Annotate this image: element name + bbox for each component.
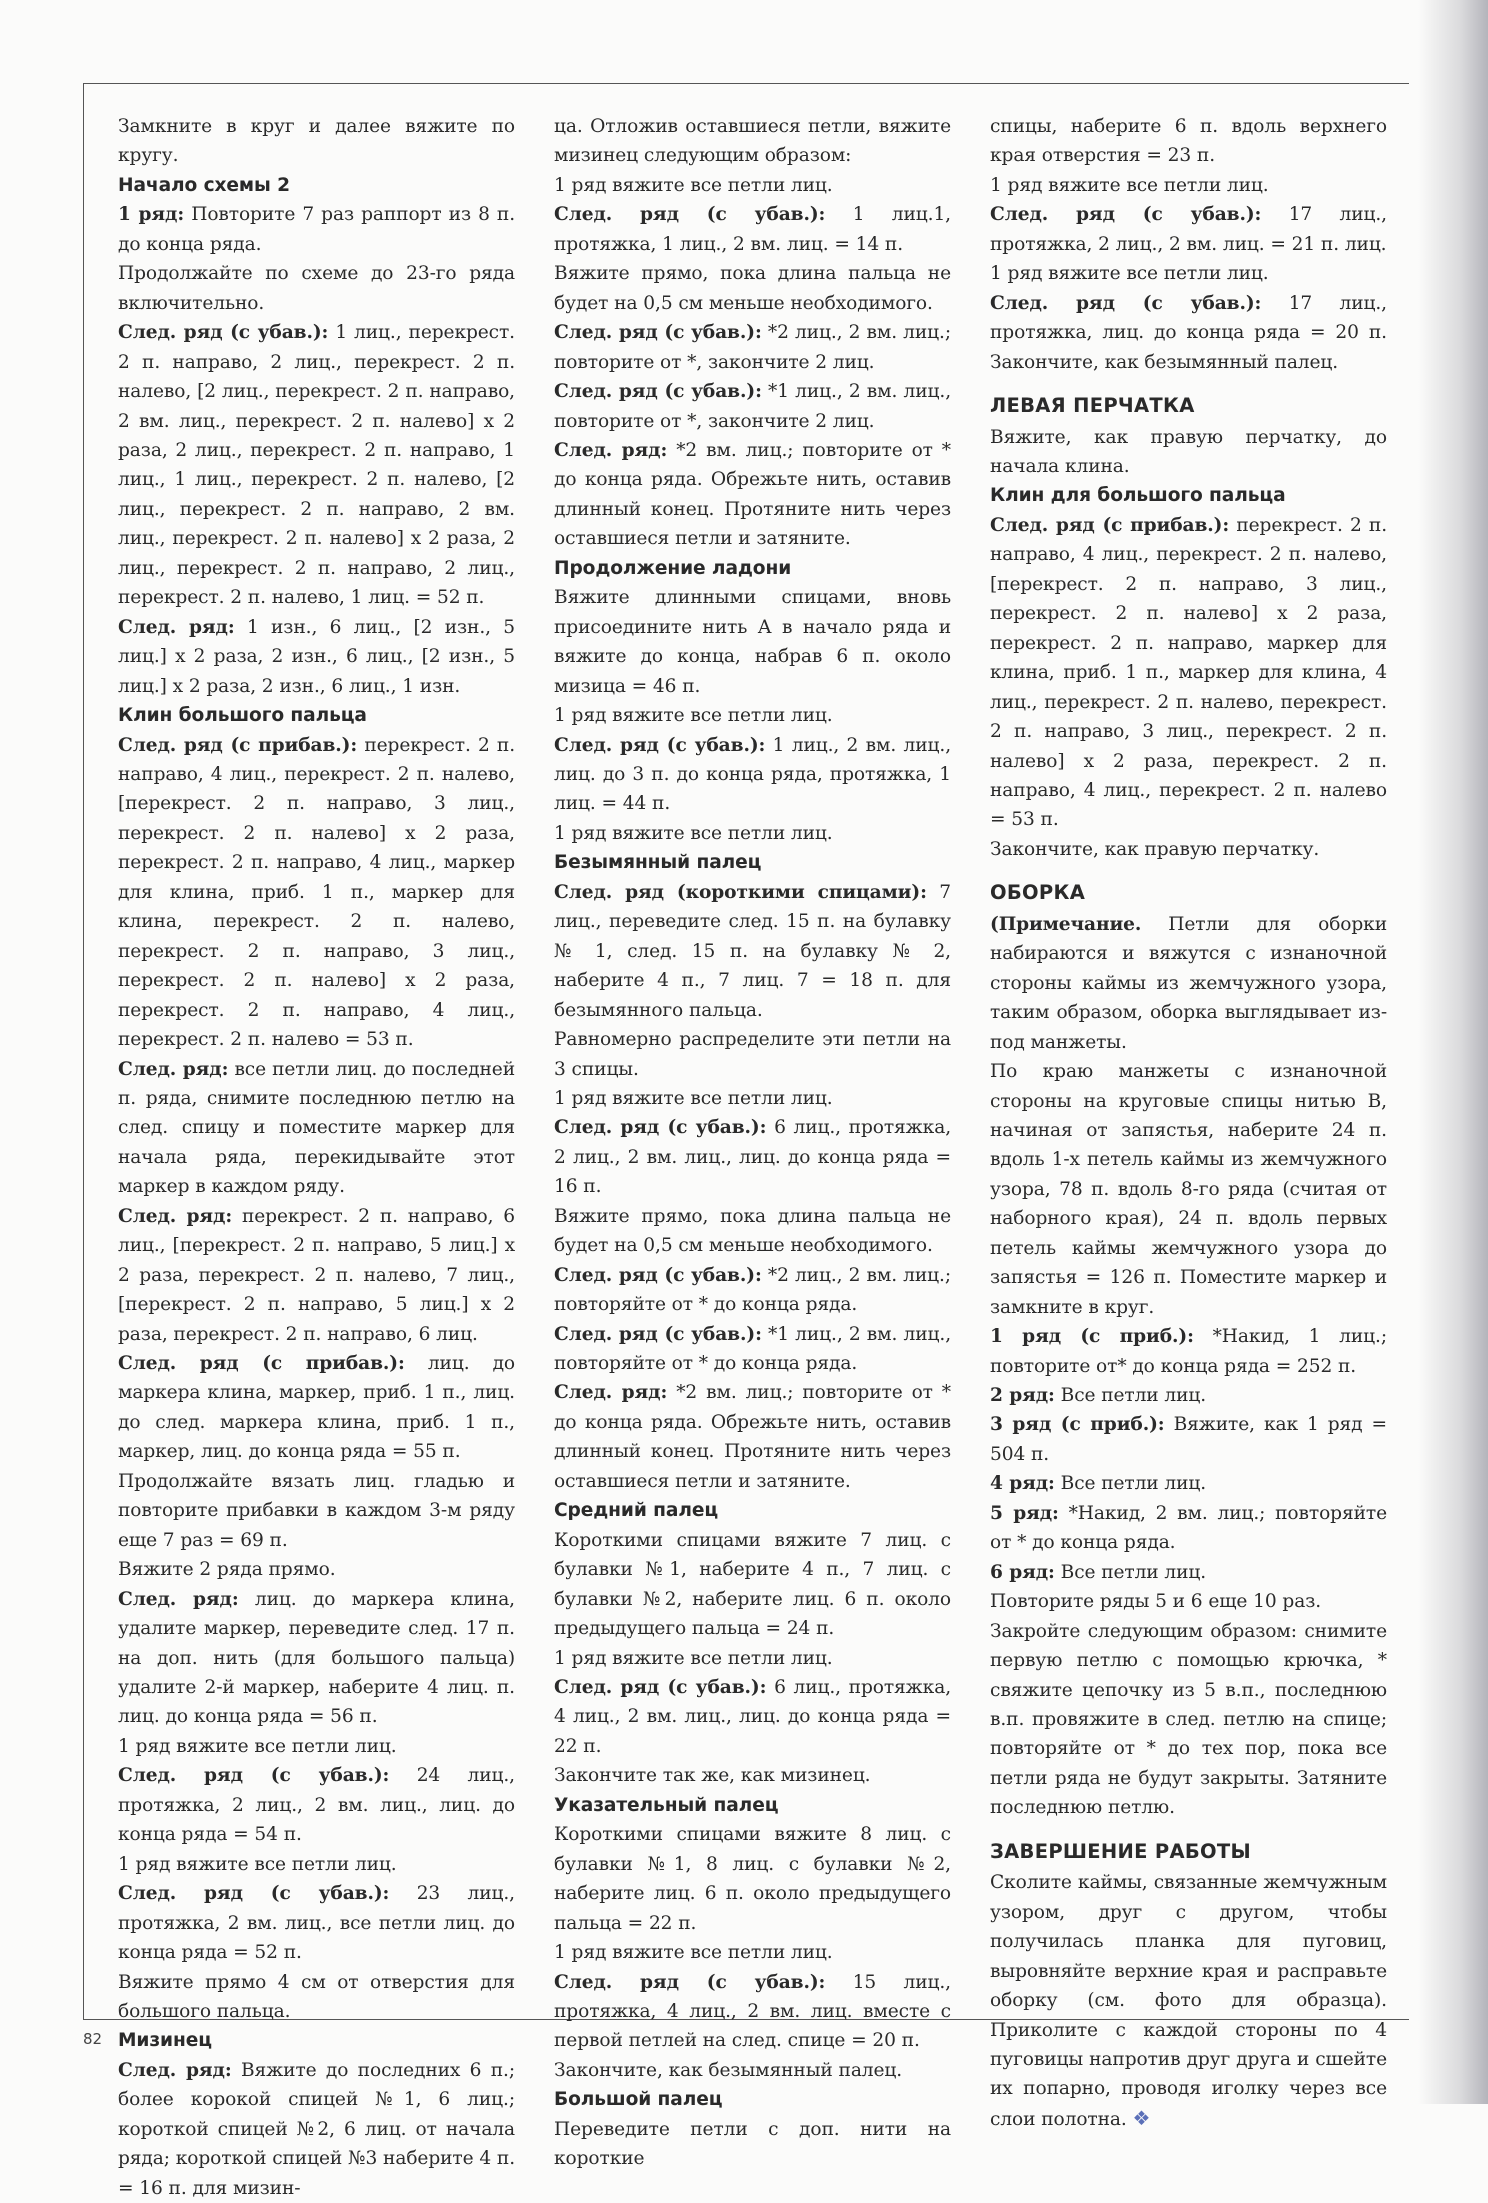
paragraph (118, 731, 515, 1055)
paragraph-text: Закройте следующим образом: снимите первую петлю с помощью крючка, * свяжите цепочку из 5 в.п., последнюю в.п. провяжите в след. петлю на спице; повторяйте от * до тех пор, пока все петли ряда не будут закрыты. Затяните последнюю петлю. (990, 1620, 1387, 1819)
page-number: 82 (83, 2030, 103, 2048)
paragraph (118, 1850, 515, 1879)
paragraph (554, 1084, 951, 1113)
row-label: След. ряд (с убав.): (554, 1971, 826, 1993)
row-label: След. ряд (с убав.): (118, 322, 329, 344)
paragraph (990, 1381, 1387, 1410)
row-label: След. ряд (с убав.): (990, 204, 1262, 226)
paragraph (990, 1587, 1387, 1616)
paragraph-text: Вяжите до последних 6 п.; более корокой спицей №1, 6 лиц.; короткой спицей №2, 6 лиц. от начала ряда; короткой спицей №3 наберите 4 п. = 16 п. для мизин- (118, 2059, 516, 2199)
paragraph (554, 878, 951, 1025)
paragraph-text: спицы, наберите 6 п. вдоль верхнего края отверстия = 23 п. (990, 116, 1387, 167)
row-label: След. ряд: (118, 616, 235, 638)
paragraph-text: *2 вм. лиц.; повторите от * до конца ряда. Обрежьте нить, оставив длинный конец. Протяните нить через оставшиеся петли и затяните. (554, 1382, 952, 1492)
paragraph-text: перекрест. 2 п. направо, 6 лиц., [перекрест. 2 п. направо, 5 лиц.] х 2 раза, перекрест. 2 п. налево, 7 лиц., [перекрест. 2 п. направо, 5 лиц.] х 2 раза, перекрест. 2 п. направо, 6 лиц. (118, 1205, 515, 1345)
paragraph-text: перекрест. 2 п. направо, 4 лиц., перекрест. 2 п. налево, [перекрест. 2 п. направо, 3 лиц., перекрест. 2 п. налево] х 2 раза, перекрест. 2 п. направо, 4 лиц., маркер для клина, приб. 1 п., маркер для клина, перекрест. 2 п. налево, перекрест. 2 п. направо, 3 лиц., перекрест. 2 п. налево] х 2 раза, перекрест. 2 п. направо, 4 лиц., перекрест. 2 п. налево = 53 п. (118, 734, 516, 1051)
row-label: 5 ряд: (990, 1502, 1059, 1524)
paragraph-text: *2 лиц., 2 вм. лиц.; повторяйте от * до конца ряда. (554, 1264, 952, 1316)
row-label: След. ряд (с прибав.): (118, 1353, 405, 1375)
paragraph-text: 6 лиц., протяжка, 2 лиц., 2 вм. лиц., лиц. до конца ряда = 16 п. (554, 1117, 951, 1198)
subsection-heading: Безымянный палец (554, 852, 762, 874)
text-column-2 (554, 112, 951, 2174)
text-column-3 (990, 112, 1387, 2134)
paragraph (554, 1113, 951, 1201)
subsection-heading: Средний палец (554, 1500, 719, 1522)
end-of-article-icon: ❖ (1132, 2105, 1151, 2130)
paragraph (554, 1025, 951, 1084)
paragraph (990, 200, 1387, 259)
paragraph-text: Закончите так же, как мизинец. (554, 1765, 871, 1787)
paragraph (990, 835, 1387, 864)
row-label: След. ряд (с убав.): (554, 1264, 762, 1286)
row-label: След. ряд (с прибав.): (990, 514, 1230, 536)
row-label: След. ряд (с убав.): (118, 1883, 390, 1905)
paragraph (118, 1968, 515, 2027)
scan-shadow (1418, 0, 1488, 2104)
paragraph (118, 2056, 515, 2203)
paragraph-text: Повторите ряды 5 и 6 еще 10 раз. (990, 1591, 1322, 1613)
paragraph-text: лиц. до маркера клина, удалите маркер, переведите след. 17 п. на доп. нить (для большого пальца) удалите 2-й маркер, наберите 4 лиц. п. лиц. до конца ряда = 56 п. (118, 1588, 515, 1728)
paragraph-text: *1 лиц., 2 вм. лиц., повторяйте от * до конца ряда. (554, 1323, 951, 1375)
paragraph-text: Вяжите прямо, пока длина пальца не будет на 0,5 см меньше необходимого. (554, 1205, 951, 1257)
paragraph (118, 200, 515, 259)
paragraph (554, 1761, 951, 1790)
section-heading: ЛЕВАЯ ПЕРЧАТКА (990, 394, 1195, 418)
paragraph-text: Петли для оборки набираются и вяжутся с изнаночной стороны каймы из жемчужного узора, таким образом, оборка выглядывает из-под манжеты. (990, 913, 1387, 1053)
subsection-heading: Мизинец (118, 2030, 212, 2052)
subsection-heading: Указательный палец (554, 1794, 779, 1816)
paragraph (990, 289, 1387, 377)
paragraph-text: Замкните в круг и далее вяжите по кругу. (118, 116, 515, 167)
row-label: След. ряд (с убав.): (554, 734, 766, 756)
paragraph (118, 1732, 515, 1761)
paragraph (118, 1467, 515, 1555)
paragraph-text: Закончите, как безымянный палец. (554, 2059, 903, 2081)
row-label: След. ряд (с убав.): (554, 381, 762, 403)
paragraph-text: 1 ряд вяжите все петли лиц. (990, 263, 1269, 285)
paragraph-text: Все петли лиц. (1060, 1385, 1207, 1407)
row-label: 6 ряд: (990, 1561, 1055, 1583)
paragraph (554, 1938, 951, 1967)
paragraph (554, 701, 951, 730)
row-label: След. ряд (с убав.): (554, 204, 826, 226)
subsection-heading: Большой палец (554, 2089, 723, 2111)
paragraph (990, 112, 1387, 171)
paragraph-text: Сколите каймы, связанные жемчужным узором, друг с другом, чтобы получилась планка для пуговиц, выровняйте верхние края и расправьте оборку (см. фото для образца). Приколите с каждой стороны по 4 пуговицы напротив друг друга и сшейте их попарно, проводя иголку через все слои полотна. (990, 1872, 1387, 2130)
subsection-heading: Начало схемы 2 (118, 174, 290, 196)
row-label: След. ряд (с убав.): (554, 1677, 767, 1699)
paragraph (990, 1469, 1387, 1498)
paragraph (118, 1349, 515, 1467)
paragraph-text: Вяжите 2 ряда прямо. (118, 1559, 336, 1581)
paragraph-text: Короткими спицами вяжите 7 лиц. с булавки №1, наберите 4 п., 7 лиц. с булавки №2, наберите лиц. 6 п. около предыдущего пальца = 24 п. (554, 1529, 951, 1640)
paragraph (554, 1820, 951, 1938)
paragraph (990, 1617, 1387, 1823)
paragraph (554, 819, 951, 848)
paragraph (990, 1499, 1387, 1558)
paragraph (554, 171, 951, 200)
row-label: (Примечание. (990, 913, 1142, 935)
paragraph-text: все петли лиц. до последней п. ряда, снимите последнюю петлю на след. спицу и поместите маркер для начала ряда, перекидывайте этот маркер в каждом ряду. (118, 1058, 516, 1198)
paragraph-text: 1 ряд вяжите все петли лиц. (554, 174, 833, 196)
paragraph-text: Вяжите, как 1 ряд = 504 п. (990, 1414, 1388, 1465)
paragraph (554, 1202, 951, 1261)
paragraph (990, 1868, 1387, 2134)
paragraph-text: Вяжите прямо 4 см от отверстия для большого пальца. (118, 1971, 515, 2022)
paragraph (990, 171, 1387, 200)
paragraph (118, 1585, 515, 1732)
paragraph-text: 1 ряд вяжите все петли лиц. (554, 1942, 833, 1964)
paragraph-text: 1 ряд вяжите все петли лиц. (118, 1735, 397, 1757)
paragraph-text: 17 лиц., протяжка, лиц. до конца ряда = 20 п. Закончите, как безымянный палец. (990, 292, 1387, 373)
paragraph-text: 1 изн., 6 лиц., [2 изн., 5 лиц.] х 2 раза, 2 изн., 6 лиц., [2 изн., 5 лиц.] х 2 раза, 2 изн., 6 лиц., 1 изн. (118, 616, 516, 697)
paragraph (118, 613, 515, 701)
paragraph-text: 1 ряд вяжите все петли лиц. (554, 1647, 833, 1669)
paragraph-text: Короткими спицами вяжите 8 лиц. с булавки №1, 8 лиц. с булавки №2, наберите лиц. 6 п. около предыдущего пальца = 22 п. (554, 1824, 951, 1934)
row-label: След. ряд: (118, 1588, 239, 1610)
paragraph (990, 511, 1387, 835)
paragraph (118, 259, 515, 318)
row-label: След. ряд: (118, 1205, 233, 1227)
paragraph (554, 436, 951, 554)
row-label: 2 ряд: (990, 1385, 1055, 1407)
row-label: След. ряд (с убав.): (990, 292, 1262, 314)
paragraph-text: 1 ряд вяжите все петли лиц. (554, 1087, 833, 1109)
paragraph-text: ца. Отложив оставшиеся петли, вяжите мизинец следующим образом: (554, 116, 951, 167)
paragraph-text: 24 лиц., протяжка, 2 лиц., 2 вм. лиц., лиц. до конца ряда = 54 п. (118, 1765, 515, 1846)
paragraph (554, 2115, 951, 2174)
paragraph-text: Продолжайте по схеме до 23-го ряда включительно. (118, 263, 515, 314)
subsection-heading: Клин для большого пальца (990, 485, 1286, 507)
paragraph-text: перекрест. 2 п. направо, 4 лиц., перекрест. 2 п. налево, [перекрест. 2 п. направо, 3 лиц., перекрест. 2 п. налево] х 2 раза, перекрест. 2 п. направо, маркер для клина, приб. 1 п., маркер для клина, 4 лиц., перекрест. 2 п. налево, перекрест. 2 п. направо, 3 лиц., перекрест. 2 п. налево] х 2 раза, перекрест. 2 п. направо, 4 лиц., перекрест. 2 п. налево = 53 п. (990, 514, 1388, 831)
row-label: След. ряд (короткими спицами): (554, 881, 927, 903)
paragraph (990, 1057, 1387, 1322)
paragraph-text: 15 лиц., протяжка, 4 лиц., 2 вм. лиц. вместе с первой петлей на след. спице = 20 п. (554, 1971, 951, 2052)
paragraph (118, 1879, 515, 1967)
section-heading: ЗАВЕРШЕНИЕ РАБОТЫ (990, 1839, 1252, 1863)
paragraph-text: Все петли лиц. (1060, 1473, 1207, 1495)
row-label: След. ряд (с прибав.): (118, 734, 358, 756)
paragraph (118, 112, 515, 171)
paragraph-text: По краю манжеты с изнаночной стороны на круговые спицы нитью В, начиная от запястья, наберите 24 п. вдоль 1-х петель каймы из жемчужного узора, 78 п. вдоль 8-го ряда (считая от наборного края), 24 п. вдоль первых петель каймы жемчужного узора до запястья = 126 п. Поместите маркер и замкните в круг. (990, 1061, 1387, 1318)
subsection-heading: Продолжение ладони (554, 557, 792, 579)
paragraph (118, 1055, 515, 1202)
paragraph (990, 1410, 1387, 1469)
paragraph-text: лиц. до маркера клина, маркер, приб. 1 п., лиц. до след. маркера клина, приб. 1 п., маркер, лиц. до конца ряда = 55 п. (118, 1353, 516, 1463)
paragraph (554, 1261, 951, 1320)
paragraph (554, 2056, 951, 2085)
text-column-1 (118, 112, 515, 2203)
row-label: След. ряд: (554, 439, 668, 461)
paragraph-text: *Накид, 2 вм. лиц.; повторяйте от * до конца ряда. (990, 1502, 1387, 1554)
paragraph-text: Повторите 7 раз раппорт из 8 п. до конца ряда. (118, 204, 516, 255)
paragraph-text: 1 ряд вяжите все петли лиц. (554, 705, 833, 727)
paragraph (554, 731, 951, 819)
paragraph-text: Равномерно распределите эти петли на 3 спицы. (554, 1029, 951, 1080)
row-label: След. ряд (с убав.): (554, 1323, 762, 1345)
row-label: След. ряд: (118, 2059, 232, 2081)
paragraph (554, 1378, 951, 1496)
paragraph-text: *2 лиц., 2 вм. лиц.; повторите от *, закончите 2 лиц. (554, 322, 952, 373)
paragraph-text: Вяжите длинными спицами, вновь присоедините нить А в начало ряда и вяжите до конца, набрав 6 п. около мизица = 46 п. (554, 587, 951, 697)
paragraph-text: Вяжите прямо, пока длина пальца не будет на 0,5 см меньше необходимого. (554, 263, 951, 314)
paragraph (554, 1526, 951, 1644)
paragraph-text: 1 ряд вяжите все петли лиц. (990, 174, 1269, 196)
row-label: След. ряд (с убав.): (554, 322, 762, 344)
row-label: След. ряд (с убав.): (554, 1117, 767, 1139)
paragraph-text: 23 лиц., протяжка, 2 вм. лиц., все петли лиц. до конца ряда = 52 п. (118, 1883, 515, 1964)
paragraph-text: 1 лиц., перекрест. 2 п. направо, 2 лиц., перекрест. 2 п. налево, [2 лиц., перекрест. 2 п. направо, 2 вм. лиц., перекрест. 2 п. налево] х 2 раза, 2 лиц., перекрест. 2 п. направо, 1 лиц., 1 лиц., перекрест. 2 п. налево, [2 лиц., перекрест. 2 п. направо, 2 вм. лиц., перекрест. 2 п. налево] х 2 раза, 2 лиц., перекрест. 2 п. направо, 2 лиц., перекрест. 2 п. налево, 1 лиц. = 52 п. (118, 322, 515, 609)
paragraph-text: *2 вм. лиц.; повторите от * до конца ряда. Обрежьте нить, оставив длинный конец. Протяните нить через оставшиеся петли и затяните. (554, 439, 952, 550)
subsection-heading: Клин большого пальца (118, 705, 367, 727)
paragraph-text: *1 лиц., 2 вм. лиц., повторите от *, закончите 2 лиц. (554, 381, 951, 432)
paragraph (554, 1320, 951, 1379)
paragraph (554, 200, 951, 259)
row-label: След. ряд (с убав.): (118, 1765, 390, 1787)
paragraph-text: Продолжайте вязать лиц. гладью и повторите прибавки в каждом 3-м ряду еще 7 раз = 69 п. (118, 1470, 515, 1551)
row-label: След. ряд: (554, 1382, 668, 1404)
paragraph-text: 1 ряд вяжите все петли лиц. (118, 1853, 397, 1875)
row-label: 3 ряд (с приб.): (990, 1414, 1165, 1436)
paragraph (990, 423, 1387, 482)
paragraph-text: 7 лиц., переведите след. 15 п. на булавку № 1, след. 15 п. на булавку № 2, наберите 4 п., 7 лиц. 7 = 18 п. для безымянного пальца. (554, 881, 952, 1021)
paragraph (118, 318, 515, 613)
paragraph (554, 1673, 951, 1761)
paragraph-text: 6 лиц., протяжка, 4 лиц., 2 вм. лиц., лиц. до конца ряда = 22 п. (554, 1677, 951, 1757)
paragraph (990, 910, 1387, 1057)
paragraph-text: 1 лиц.1, протяжка, 1 лиц., 2 вм. лиц. = 14 п. (554, 204, 951, 255)
section-heading: ОБОРКА (990, 881, 1086, 905)
paragraph-text: Переведите петли с доп. нити на короткие (554, 2118, 951, 2170)
paragraph-text: 1 ряд вяжите все петли лиц. (554, 822, 833, 844)
paragraph (118, 1555, 515, 1584)
paragraph (554, 377, 951, 436)
paragraph (554, 1968, 951, 2056)
paragraph-text: 1 лиц., 2 вм. лиц., лиц. до 3 п. до конца ряда, протяжка, 1 лиц. = 44 п. (554, 734, 952, 815)
paragraph (554, 259, 951, 318)
paragraph (554, 583, 951, 701)
paragraph-text: *Накид, 1 лиц.; повторите от* до конца ряда = 252 п. (990, 1326, 1387, 1377)
paragraph (554, 112, 951, 171)
paragraph (990, 1322, 1387, 1381)
paragraph (118, 1761, 515, 1849)
paragraph-text: Вяжите, как правую перчатку, до начала клина. (990, 426, 1387, 477)
paragraph-text: 17 лиц., протяжка, 2 лиц., 2 вм. лиц. = 21 п. лиц. (990, 204, 1387, 255)
row-label: След. ряд: (118, 1058, 229, 1080)
paragraph-text: Все петли лиц. (1060, 1561, 1207, 1583)
row-label: 1 ряд (с приб.): (990, 1326, 1194, 1348)
paragraph (554, 1644, 951, 1673)
paragraph (118, 1202, 515, 1349)
paragraph (554, 318, 951, 377)
row-label: 1 ряд: (118, 204, 185, 226)
paragraph (990, 259, 1387, 288)
paragraph-text: Закончите, как правую перчатку. (990, 838, 1320, 860)
row-label: 4 ряд: (990, 1473, 1055, 1495)
paragraph (990, 1558, 1387, 1587)
